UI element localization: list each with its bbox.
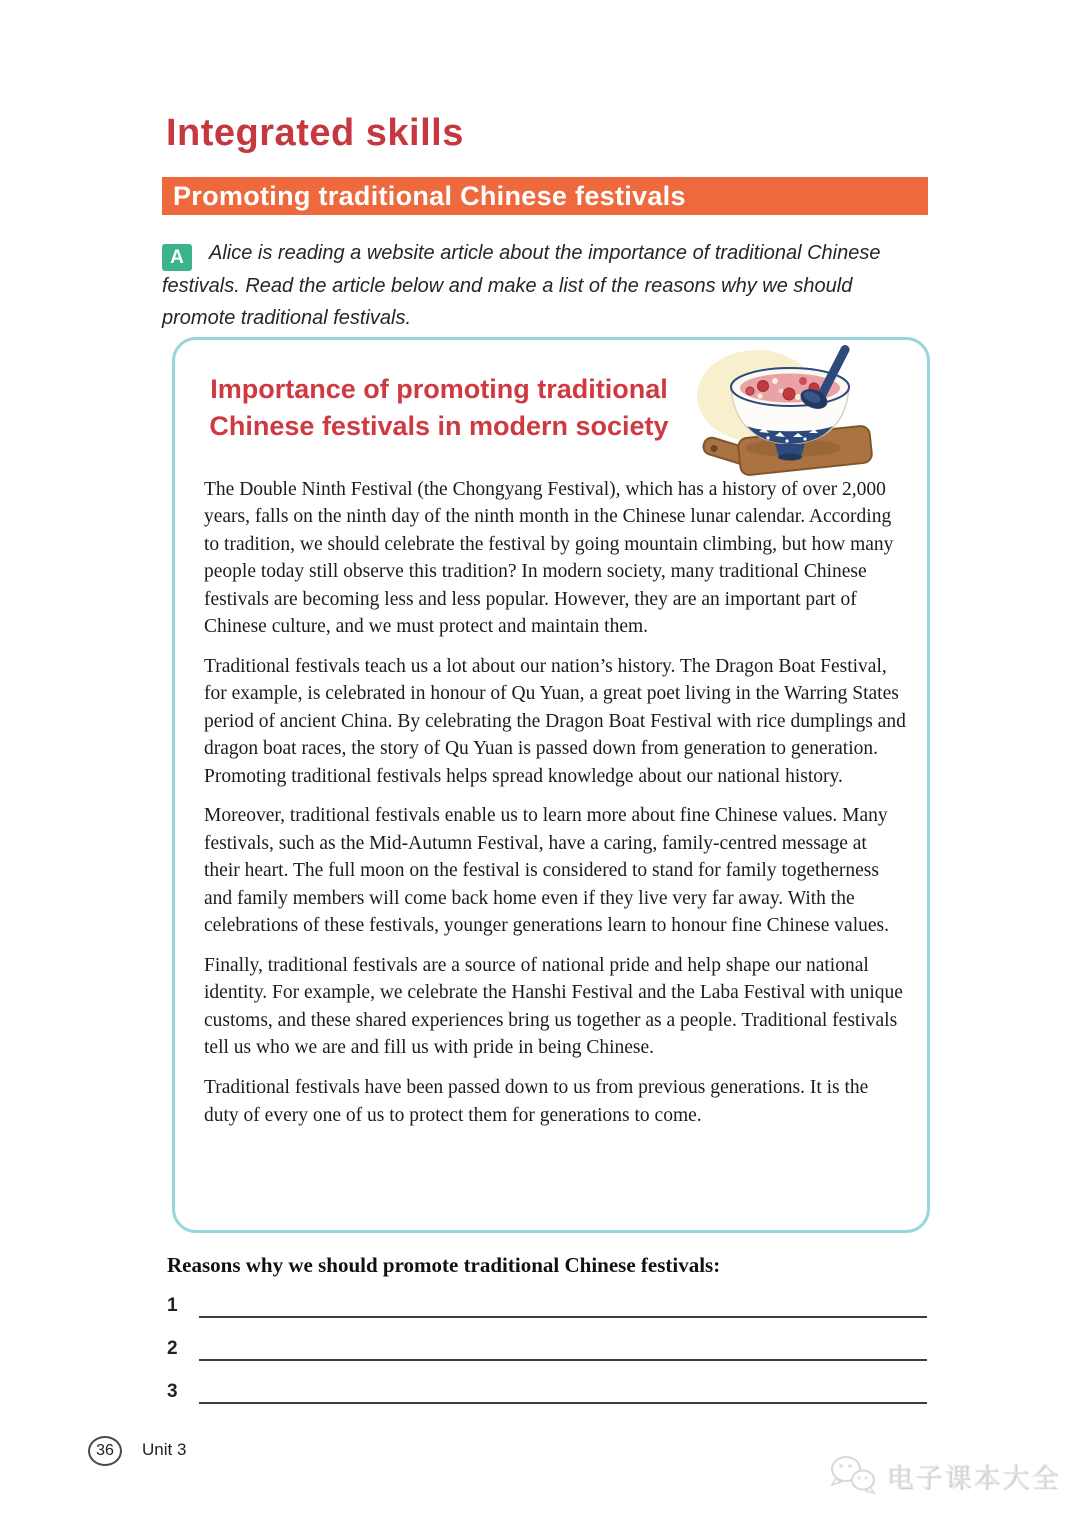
answer-row-3 (167, 1378, 927, 1404)
task-a-badge: A (162, 244, 192, 271)
unit-label: Unit 3 (142, 1440, 187, 1459)
page-title: Integrated skills (166, 112, 464, 154)
answer-number: 2 (167, 1338, 178, 1359)
answer-row-2 (167, 1335, 927, 1361)
lesson-banner (162, 177, 928, 215)
answer-number: 1 (167, 1295, 178, 1316)
article-paragraph: Moreover, traditional festivals enable us to learn more about fine Chinese values. Many festivals, such as the Mid-Autumn Festival, have a caring, family-centred message at their heart. The full moon on the festival is considered to stand for family togetherness and family members will come back home even if they live very far away. With the celebrations of these festivals, younger generations learn to honour fine Chinese values. (204, 805, 889, 937)
article-paragraph: Traditional festivals have been passed down to us from previous generations. It is the duty of every one of us to protect them for generations to come. (204, 1077, 869, 1126)
article-title (199, 371, 679, 445)
article-paragraph: Finally, traditional festivals are a source of national pride and help shape our national identity. For example, we celebrate the Hanshi Festival and the Laba Festival with unique customs, and these shared experiences bring us together as a people. Traditional festivals tell us who we are and fill us with pride in being Chinese. (204, 955, 903, 1059)
laba-porridge-icon (693, 344, 883, 476)
porridge-bowl-illustration (693, 344, 883, 481)
article-title-line2: Chinese festivals in modern society (209, 411, 669, 441)
watermark-text: 电子课本大全 (886, 1462, 1060, 1494)
article-title-line1: Importance of promoting traditional (210, 374, 668, 404)
page-number-badge: 36 (88, 1436, 122, 1466)
exercise-prompt: Reasons why we should promote traditional Chinese festivals: (167, 1253, 721, 1277)
article-paragraph: The Double Ninth Festival (the Chongyang Festival), which has a history of over 2,000 years, falls on the ninth day of the ninth month in the Chinese lunar calendar. According to tradition, we should celebrate the festival by going mountain climbing, but how many people today still observe this tradition? In modern society, many traditional Chinese festivals are becoming less and less popular. However, they are an important part of Chinese culture, and we must protect and maintain them. (204, 479, 894, 638)
answer-blank-3[interactable] (199, 1378, 927, 1404)
article-box (172, 337, 930, 1233)
answer-row-1 (167, 1292, 927, 1318)
article-body (204, 476, 907, 1129)
answer-number: 3 (167, 1381, 178, 1402)
wechat-icon (826, 1452, 880, 1498)
answer-blank-1[interactable] (199, 1292, 927, 1318)
article-paragraph: Traditional festivals teach us a lot about our nation’s history. The Dragon Boat Festival, for example, is celebrated in honour of Qu Yuan, a great poet living in the Warring States period of ancient China. By celebrating the Dragon Boat Festival with rice dumplings and dragon boat races, the story of Qu Yuan is passed down from generation to generation. Promoting traditional festivals helps spread knowledge about our national history. (204, 655, 906, 787)
task-instructions (162, 238, 930, 334)
task-instructions-text: Alice is reading a website article about the importance of traditional Chinese festivals. Read the article below and make a list of the reasons why we should promote traditional festivals. (162, 242, 881, 329)
answer-blank-2[interactable] (199, 1335, 927, 1361)
lesson-banner-label: Promoting traditional Chinese festivals (173, 181, 686, 211)
watermark (826, 1452, 1060, 1498)
